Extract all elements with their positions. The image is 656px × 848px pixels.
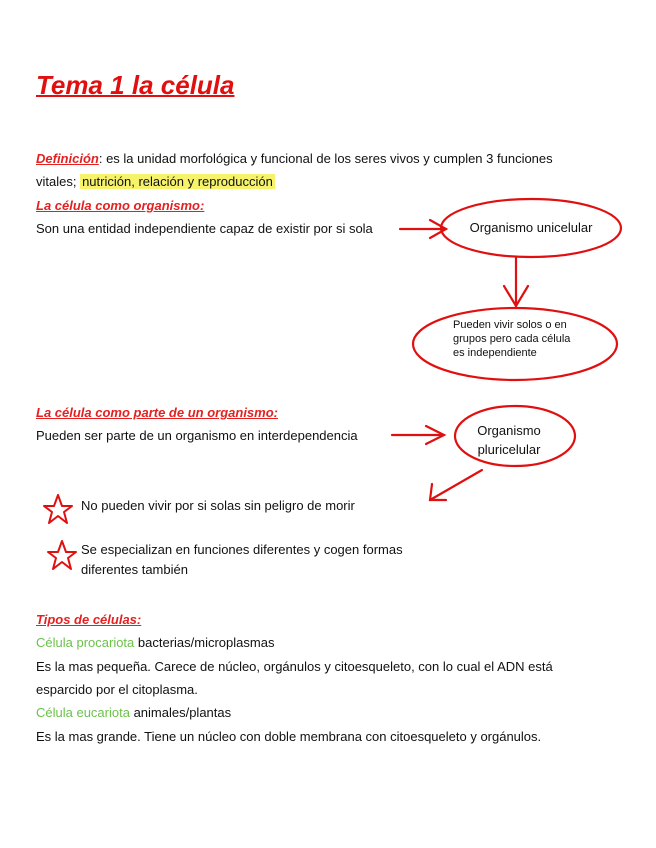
prok-desc-1: Es la mas pequeña. Carece de núcleo, orgánulos y citoesqueleto, con lo cual el ADN está	[36, 659, 553, 674]
definition-highlight: nutrición, relación y reproducción	[82, 174, 273, 189]
euk-line	[36, 701, 231, 724]
prok-rest: bacterias/microplasmas	[134, 635, 275, 650]
definition-text-2: vitales;	[36, 174, 81, 189]
part-heading: La célula como parte de un organismo:	[36, 405, 278, 420]
page-title: Tema 1 la célula	[36, 70, 235, 100]
euk-rest: animales/plantas	[129, 705, 232, 720]
ellipse-unicelular-label: Organismo unicelular	[469, 220, 593, 235]
bullet-2-line: diferentes también	[81, 562, 188, 577]
definition-text-1: : es la unidad morfológica y funcional de los seres vivos y cumplen 3 funciones	[98, 151, 553, 166]
prok-line	[36, 631, 274, 654]
ellipse-independiente-text	[453, 318, 603, 360]
bullet-2-line: Se especializan en funciones diferentes y cogen formas	[81, 542, 403, 557]
arrow-to-pluricelular	[392, 426, 444, 444]
star-icon	[48, 541, 76, 569]
euk-desc: Es la mas grande. Tiene un núcleo con doble membrana con citoesqueleto y orgánulos.	[36, 729, 542, 744]
ellipse-pluricelular-text	[466, 421, 552, 459]
definition-label: Definición	[36, 151, 99, 166]
part-text: Pueden ser parte de un organismo en interdependencia	[36, 428, 358, 443]
prok-label: Célula procariota	[36, 635, 135, 650]
prok-desc-2: esparcido por el citoplasma.	[36, 682, 198, 697]
ellipse-line: Organismo	[477, 423, 541, 438]
ellipse-line: Pueden vivir solos o en	[453, 319, 567, 331]
bullet-2	[81, 540, 403, 580]
arrow-down	[504, 257, 528, 306]
ellipse-line: es independiente	[453, 347, 537, 359]
arrow-diagonal	[430, 470, 482, 500]
bullet-1: No pueden vivir por si solas sin peligro de morir	[81, 498, 355, 513]
organism-text: Son una entidad independiente capaz de existir por si sola	[36, 221, 373, 236]
star-icon	[44, 495, 72, 523]
ellipse-line: pluricelular	[477, 442, 541, 457]
euk-label: Célula eucariota	[36, 705, 130, 720]
arrow-to-unicelular	[400, 220, 446, 238]
organism-heading: La célula como organismo:	[36, 198, 205, 213]
ellipse-line: grupos pero cada célula	[453, 333, 571, 345]
types-heading: Tipos de células:	[36, 612, 142, 627]
